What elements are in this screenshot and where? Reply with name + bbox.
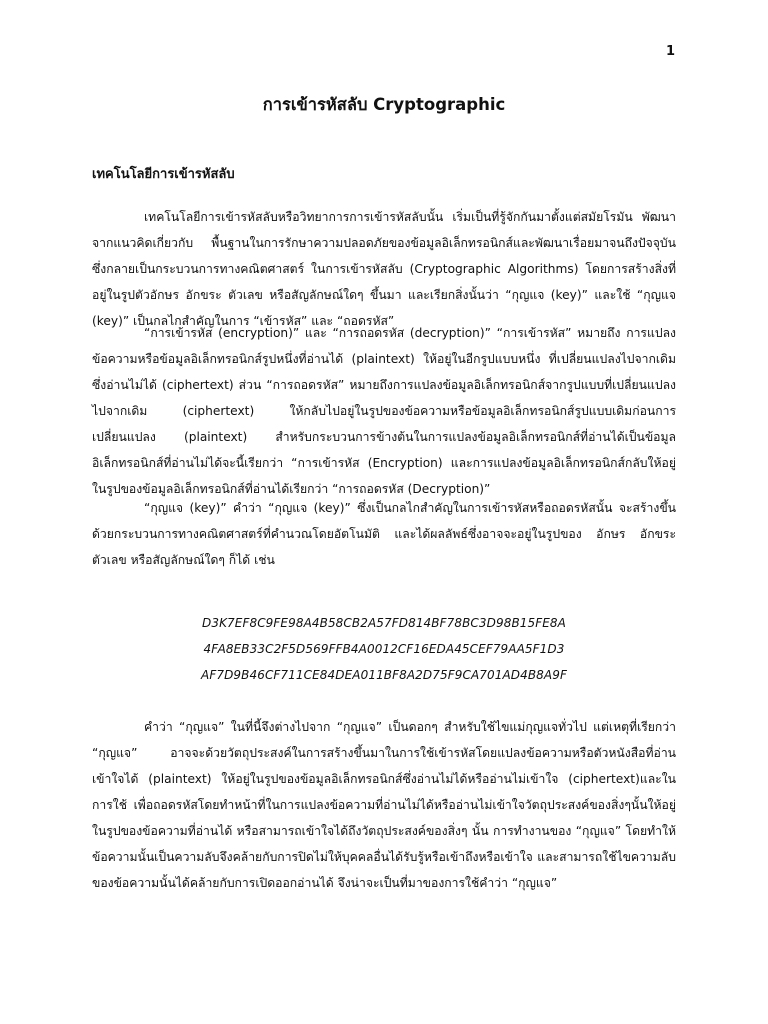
key-example-line: AF7D9B46CF711CE84DEA011BF8A2D75F9CA701AD4B8A9F: [201, 668, 567, 682]
paragraph-text: เทคโนโลยีการเข้ารหัสลับหรือวิทยาการการเข้ารหัสลับนั้น เริ่มเป็นที่รู้จักกันมาตั้งแต่สมัยโรมัน พัฒนาจากแนวคิดเกี่ยวกับ พื้นฐานในการรักษาความปลอดภัยของข้อมูลอิเล็กทรอนิกส์และพัฒนาเรื่อยมาจนถึงปัจจุบัน ซึ่งกลายเป็นกระบวนการทางคณิตศาสตร์ ในการเข้ารหัสลับ (Cryptographic Algorithms) โดยการสร้างสิ่งที่อยู่ในรูปตัวอักษร อักขระ ตัวเลข หรือสัญลักษณ์ใดๆ ขึ้นมา และเรียกสิ่งนั้นว่า “กุญแจ (key)” และใช้ “กุญแจ (key)” เป็นกลไกสำคัญในการ “เข้ารหัส” และ “ถอดรหัส”: [92, 210, 676, 328]
paragraph-key-meaning: [92, 714, 676, 896]
paragraph-text: “กุญแจ (key)” คำว่า “กุญแจ (key)” ซึ่งเป็นกลไกสำคัญในการเข้ารหัสหรือถอดรหัสนั้น จะสร้างขึ้นด้วยกระบวนการทางคณิตศาสตร์ที่คำนวณโดยอัตโนมัติ และได้ผลลัพธ์ซึ่งอาจจะอยู่ในรูปของ อักษร อักขระ ตัวเลข หรือสัญลักษณ์ใดๆ ก็ได้ เช่น: [92, 501, 676, 567]
key-example-line: 4FA8EB33C2F5D569FFB4A0012CF16EDA45CEF79AA5F1D3: [203, 642, 565, 656]
paragraph-intro: [92, 204, 676, 334]
paragraph-encryption: [92, 320, 676, 502]
key-example-line: D3K7EF8C9FE98A4B58CB2A57FD814BF78BC3D98B15FE8A: [202, 616, 566, 630]
paragraph-text: “การเข้ารหัส (encryption)” และ “การถอดรหัส (decryption)” “การเข้ารหัส” หมายถึง การแปลงข้อความหรือข้อมูลอิเล็กทรอนิกส์รูปหนึ่งที่อ่านได้ (plaintext) ให้อยู่ในอีกรูปแบบหนึ่ง ที่เปลี่ยนแปลงไปจากเดิมซึ่งอ่านไม่ได้ (ciphertext) ส่วน “การถอดรหัส” หมายถึงการแปลงข้อมูลอิเล็กทรอนิกส์จากรูปแบบที่เปลี่ยนแปลงไปจากเดิม (ciphertext) ให้กลับไปอยู่ในรูปของข้อความหรือข้อมูลอิเล็กทรอนิกส์รูปแบบเดิมก่อนการเปลี่ยนแปลง (plaintext) สำหรับกระบวนการข้างต้นในการแปลงข้อมูลอิเล็กทรอนิกส์ที่อ่านได้เป็นข้อมูลอิเล็กทรอนิกส์ที่อ่านไม่ได้จะนี้เรียกว่า “การเข้ารหัส (Encryption) และการแปลงข้อมูลอิเล็กทรอนิกส์กลับให้อยู่ในรูปของข้อมูลอิเล็กทรอนิกส์ที่อ่านได้เรียกว่า “การถอดรหัส (Decryption)”: [92, 326, 676, 496]
page-title: การเข้ารหัสลับ Cryptographic: [262, 95, 506, 114]
paragraph-key: [92, 495, 676, 573]
section-heading: เทคโนโลยีการเข้ารหัสลับ: [92, 167, 235, 182]
key-examples: [0, 610, 768, 688]
paragraph-text: คำว่า “กุญแจ” ในที่นี้จึงต่างไปจาก “กุญแจ” เป็นดอกๆ สำหรับใช้ไขแม่กุญแจทั่วไป แต่เหตุที่เรียกว่า “กุญแจ” อาจจะด้วยวัตถุประสงค์ในการสร้างขึ้นมาในการใช้เข้ารหัสโดยแปลงข้อความหรือตัวหนังสือที่อ่านเข้าใจได้ (plaintext) ให้อยู่ในรูปของข้อมูลอิเล็กทรอนิกส์ซึ่งอ่านไม่ได้หรืออ่านไม่เข้าใจ (ciphertext)และในการใช้ เพื่อถอดรหัสโดยทำหน้าที่ในการแปลงข้อความที่อ่านไม่ได้หรืออ่านไม่เข้าใจวัตถุประสงค์ของสิ่งๆนั้นให้อยู่ในรูปของข้อความที่อ่านได้ หรือสามารถเข้าใจได้ถึงวัตถุประสงค์ของสิ่งๆ นั้น การทำงานของ “กุญแจ” โดยทำให้ข้อความนั้นเป็นความลับจึงคล้ายกับการปิดไม่ให้บุคคลอื่นได้รับรู้หรือเข้าถึงหรือเข้าใจ และสามารถใช้ไขความลับของข้อความนั้นได้คล้ายกับการเปิดออกอ่านได้ จึงน่าจะเป็นที่มาของการใช้คำว่า “กุญแจ”: [92, 720, 676, 890]
page-number: 1: [665, 44, 675, 59]
